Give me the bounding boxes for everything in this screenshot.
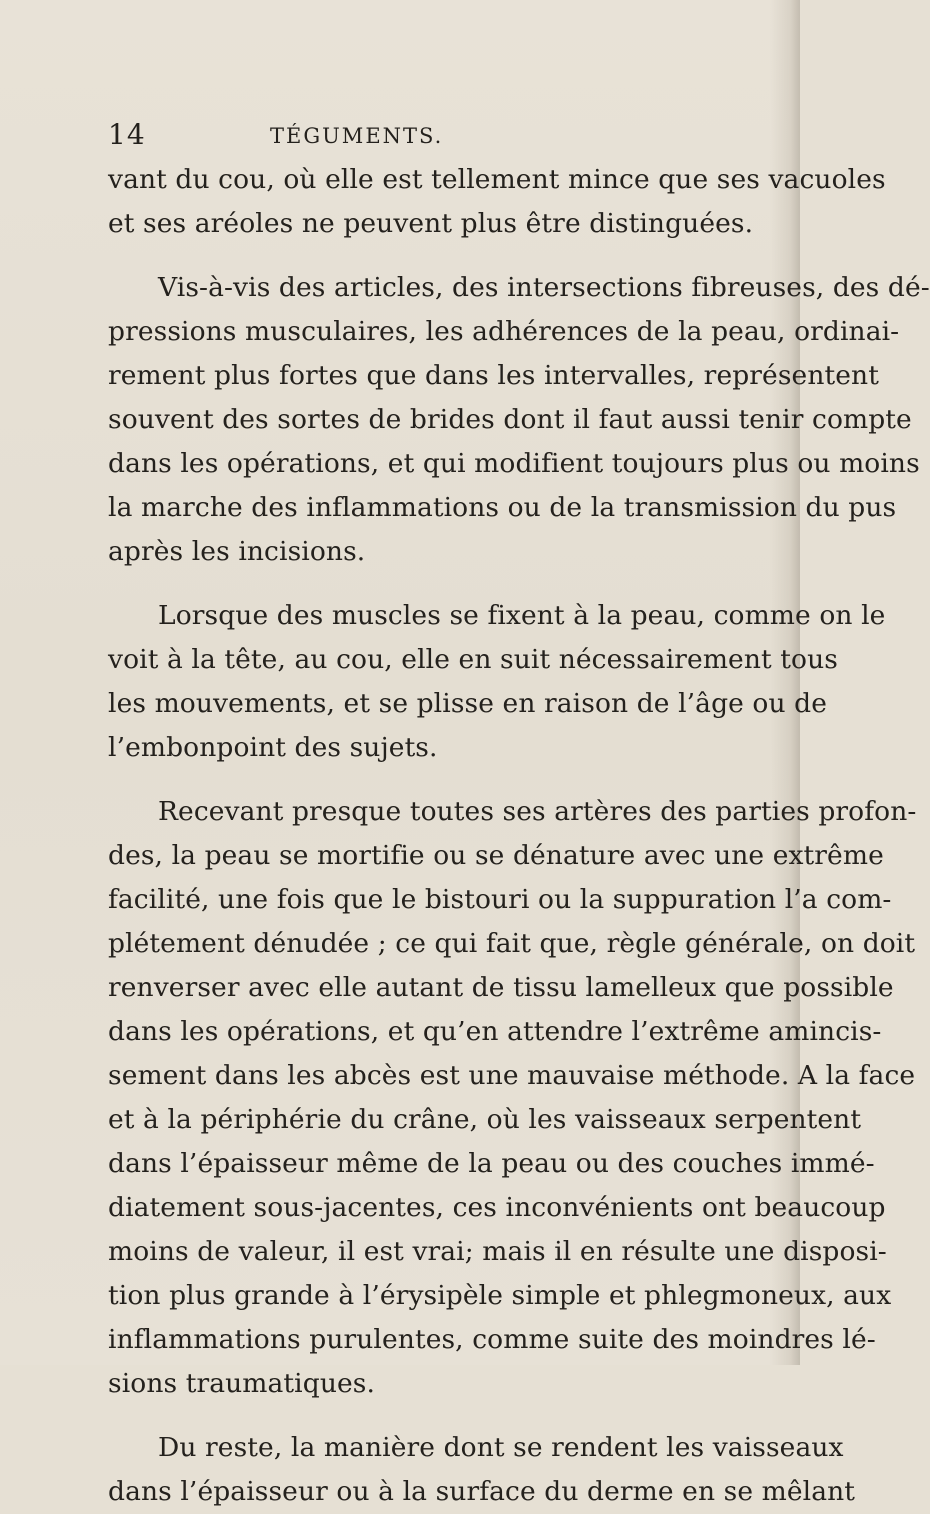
- text-line: moins de valeur, il est vrai; mais il en résulte une disposi-: [108, 1236, 887, 1267]
- text-line: dans les opérations, et qui modifient toujours plus ou moins: [108, 448, 920, 479]
- text-line: Du reste, la manière dont se rendent les vaisseaux: [158, 1432, 844, 1463]
- text-line: et à la périphérie du crâne, où les vaisseaux serpentent: [108, 1104, 862, 1135]
- text-line: sement dans les abcès est une mauvaise méthode. A la face: [108, 1060, 916, 1091]
- text-line: l’embonpoint des sujets.: [108, 732, 438, 763]
- text-line: voit à la tête, au cou, elle en suit nécessairement tous: [108, 644, 838, 675]
- text-line: les mouvements, et se plisse en raison de l’âge ou de: [108, 688, 828, 719]
- paragraph: [108, 594, 886, 770]
- text-line: dans l’épaisseur même de la peau ou des couches immé-: [108, 1148, 875, 1179]
- running-head: TÉGUMENTS.: [270, 124, 444, 148]
- text-line: souvent des sortes de brides dont il faut aussi tenir compte: [108, 404, 912, 435]
- text-line: tion plus grande à l’érysipèle simple et phlegmoneux, aux: [108, 1280, 892, 1311]
- text-line: renverser avec elle autant de tissu lamelleux que possible: [108, 972, 894, 1003]
- text-line: Vis-à-vis des articles, des intersections fibreuses, des dé-: [158, 272, 930, 303]
- text-line: la marche des inflammations ou de la transmission du pus: [108, 492, 897, 523]
- text-line: rement plus fortes que dans les intervalles, représentent: [108, 360, 879, 391]
- text-line: diatement sous-jacentes, ces inconvénients ont beaucoup: [108, 1192, 886, 1223]
- text-line: et ses aréoles ne peuvent plus être distinguées.: [108, 208, 754, 239]
- text-line: sions traumatiques.: [108, 1368, 375, 1399]
- text-line: dans les opérations, et qu’en attendre l’extrême amincis-: [108, 1016, 882, 1047]
- paragraph: [108, 790, 917, 1406]
- text-line: après les incisions.: [108, 536, 366, 567]
- text-line: vant du cou, où elle est tellement mince que ses vacuoles: [108, 164, 886, 195]
- body-text: [108, 158, 930, 1514]
- paragraph: [108, 266, 930, 574]
- paragraph: [108, 158, 886, 246]
- text-line: dans l’épaisseur ou à la surface du derme en se mêlant: [108, 1476, 856, 1507]
- text-line: des, la peau se mortifie ou se dénature avec une extrême: [108, 840, 884, 871]
- page-header: [0, 118, 800, 158]
- text-line: plétement dénudée ; ce qui fait que, règle générale, on doit: [108, 928, 916, 959]
- text-line: pressions musculaires, les adhérences de la peau, ordinai-: [108, 316, 900, 347]
- text-line: inflammations purulentes, comme suite des moindres lé-: [108, 1324, 876, 1355]
- text-line: facilité, une fois que le bistouri ou la suppuration l’a com-: [108, 884, 892, 915]
- page-number: 14: [108, 118, 146, 151]
- text-line: Recevant presque toutes ses artères des parties profon-: [158, 796, 917, 827]
- paragraph: [108, 1426, 856, 1514]
- text-line: Lorsque des muscles se fixent à la peau, comme on le: [158, 600, 886, 631]
